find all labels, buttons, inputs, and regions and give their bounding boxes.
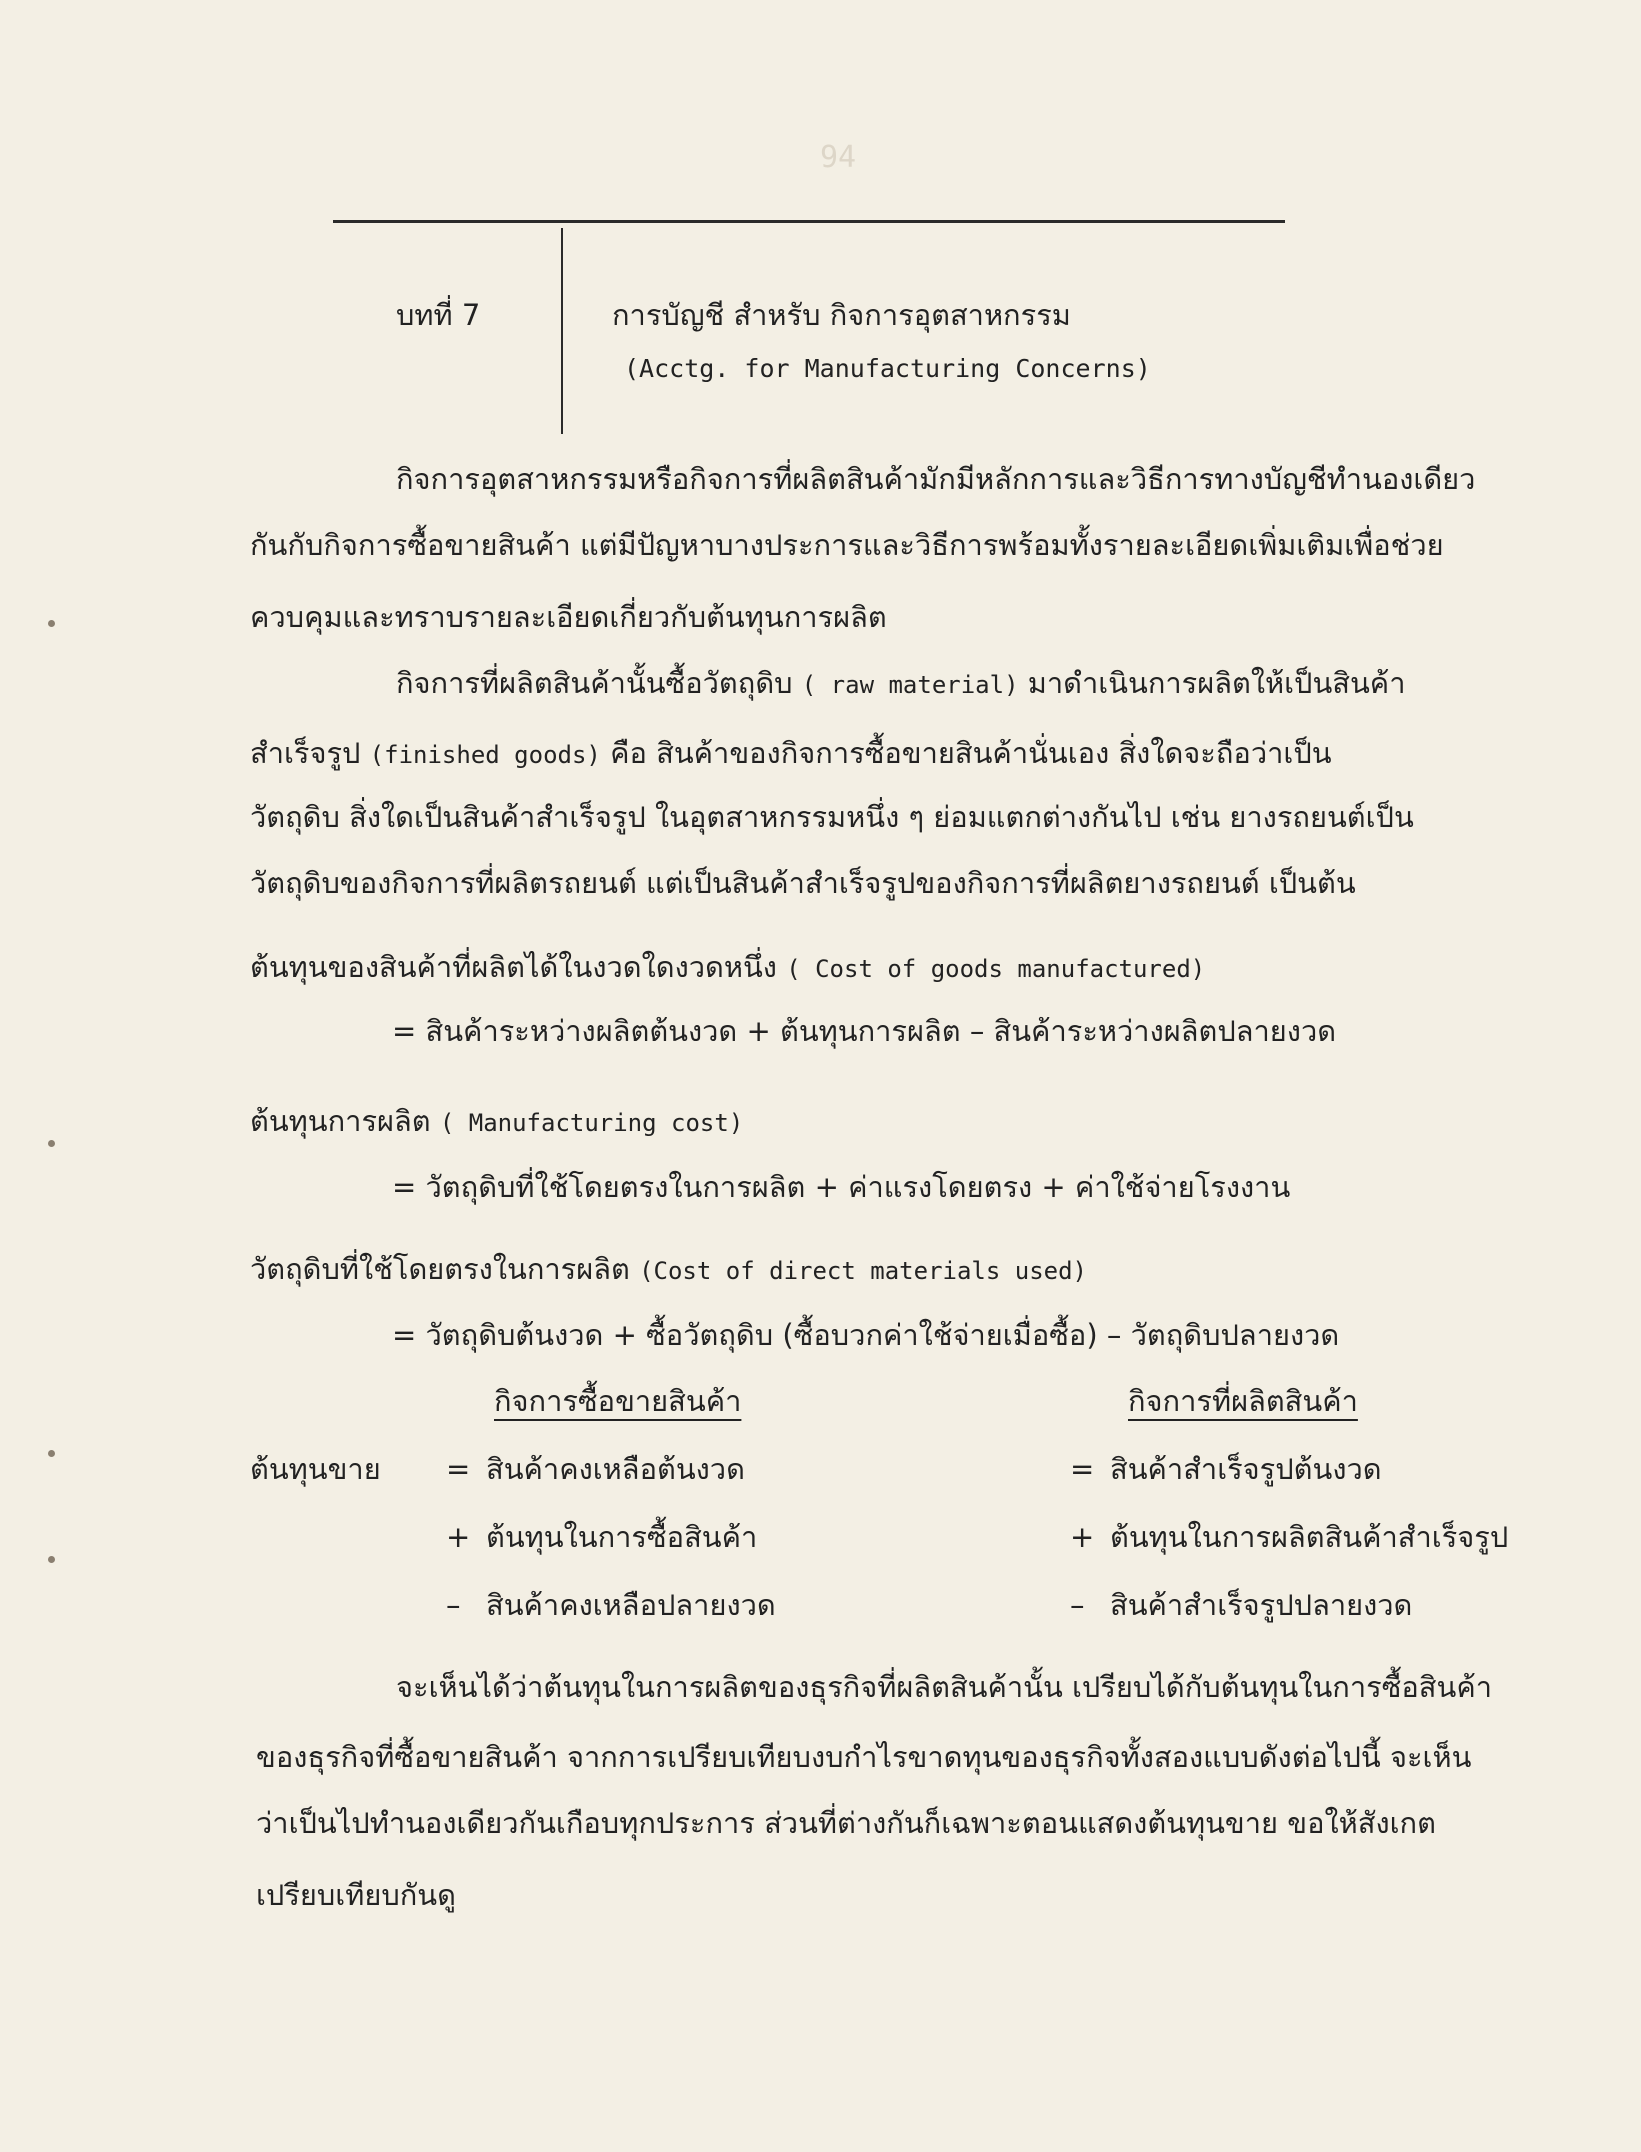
definition-term	[250, 944, 1205, 990]
binder-mark	[48, 1140, 55, 1147]
definition-term	[250, 1098, 743, 1144]
operator: –	[446, 1588, 461, 1622]
operator: +	[446, 1520, 471, 1554]
binder-mark	[48, 1450, 55, 1457]
definition-formula: = วัตถุดิบที่ใช้โดยตรงในการผลิต + ค่าแรงโดยตรง + ค่าใช้จ่ายโรงงาน	[392, 1170, 1291, 1204]
definition-term-english: (Cost of direct materials used)	[639, 1257, 1088, 1285]
page-number: 94	[820, 140, 857, 175]
paragraph-text: คือ สินค้าของกิจการซื้อขายสินค้านั่นเอง สิ่งใดจะถือว่าเป็น	[610, 736, 1332, 770]
cost-of-sales-label: ต้นทุนขาย	[250, 1452, 381, 1486]
english-term: (finished goods)	[369, 741, 601, 769]
operator: =	[446, 1452, 471, 1486]
paragraph-text: มาดำเนินการผลิตให้เป็นสินค้า	[1027, 666, 1406, 700]
definition-term-english: ( Manufacturing cost)	[439, 1109, 744, 1137]
english-term: ( raw material)	[801, 671, 1019, 699]
merch-row	[446, 1446, 745, 1492]
definition-term-thai: ต้นทุนของสินค้าที่ผลิตได้ในงวดใดงวดหนึ่ง	[250, 950, 777, 984]
definition-term	[250, 1246, 1087, 1292]
paragraph-line: ควบคุมและทราบรายละเอียดเกี่ยวกับต้นทุนการผลิต	[250, 600, 887, 634]
header-divider	[561, 228, 563, 434]
manufacturing-header: กิจการที่ผลิตสินค้า	[1128, 1384, 1358, 1418]
paragraph-line: วัตถุดิบ สิ่งใดเป็นสินค้าสำเร็จรูป ในอุตสาหกรรมหนึ่ง ๆ ย่อมแตกต่างกันไป เช่น ยางรถยนต์เป็น	[250, 800, 1414, 834]
header-rule	[333, 220, 1285, 223]
paragraph-line: จะเห็นได้ว่าต้นทุนในการผลิตของธุรกิจที่ผลิตสินค้านั้น เปรียบได้กับต้นทุนในการซื้อสินค้า	[396, 1670, 1493, 1704]
operator: +	[1070, 1520, 1095, 1554]
paragraph-line	[250, 730, 1332, 776]
paragraph-line: กิจการอุตสาหกรรมหรือกิจการที่ผลิตสินค้ามักมีหลักการและวิธีการทางบัญชีทำนองเดียว	[396, 462, 1476, 496]
paragraph-text: สำเร็จรูป	[250, 736, 361, 770]
binder-mark	[48, 620, 55, 627]
paragraph-line: ว่าเป็นไปทำนองเดียวกันเกือบทุกประการ ส่วนที่ต่างกันก็เฉพาะตอนแสดงต้นทุนขาย ขอให้สังเกต	[256, 1806, 1436, 1840]
merch-item: สินค้าคงเหลือปลายงวด	[486, 1588, 776, 1622]
chapter-label: บทที่ 7	[396, 298, 481, 332]
definition-term-thai: วัตถุดิบที่ใช้โดยตรงในการผลิต	[250, 1252, 630, 1286]
binder-mark	[48, 1556, 55, 1563]
definition-formula: = วัตถุดิบต้นงวด + ซื้อวัตถุดิบ (ซื้อบวกค่าใช้จ่ายเมื่อซื้อ) – วัตถุดิบปลายงวด	[392, 1318, 1340, 1352]
paragraph-line: กันกับกิจการซื้อขายสินค้า แต่มีปัญหาบางประการและวิธีการพร้อมทั้งรายละเอียดเพิ่มเติมเพื่อช่วย	[250, 528, 1444, 562]
merchandising-header: กิจการซื้อขายสินค้า	[494, 1384, 742, 1418]
definition-term-thai: ต้นทุนการผลิต	[250, 1104, 431, 1138]
merch-row	[446, 1582, 776, 1628]
mfg-row	[1070, 1582, 1412, 1628]
chapter-subtitle: (Acctg. for Manufacturing Concerns)	[624, 354, 1151, 383]
paragraph-text: กิจการที่ผลิตสินค้านั้นซื้อวัตถุดิบ	[396, 666, 793, 700]
merch-item: สินค้าคงเหลือต้นงวด	[486, 1452, 745, 1486]
merch-row	[446, 1514, 757, 1560]
mfg-row	[1070, 1514, 1508, 1560]
definition-term-english: ( Cost of goods manufactured)	[786, 955, 1206, 983]
chapter-title: การบัญชี สำหรับ กิจการอุตสาหกรรม	[612, 298, 1071, 332]
paragraph-line: ของธุรกิจที่ซื้อขายสินค้า จากการเปรียบเทียบงบกำไรขาดทุนของธุรกิจทั้งสองแบบดังต่อไปนี้ จะเห็น	[256, 1740, 1472, 1774]
definition-formula: = สินค้าระหว่างผลิตต้นงวด + ต้นทุนการผลิต – สินค้าระหว่างผลิตปลายงวด	[392, 1014, 1337, 1048]
operator: –	[1070, 1588, 1085, 1622]
mfg-item: ต้นทุนในการผลิตสินค้าสำเร็จรูป	[1110, 1520, 1509, 1554]
mfg-item: สินค้าสำเร็จรูปปลายงวด	[1110, 1588, 1413, 1622]
paragraph-line: เปรียบเทียบกันดู	[256, 1878, 456, 1912]
mfg-item: สินค้าสำเร็จรูปต้นงวด	[1110, 1452, 1382, 1486]
paragraph-line: วัตถุดิบของกิจการที่ผลิตรถยนต์ แต่เป็นสินค้าสำเร็จรูปของกิจการที่ผลิตยางรถยนต์ เป็นต้น	[250, 866, 1356, 900]
paragraph-line	[396, 660, 1405, 706]
operator: =	[1070, 1452, 1095, 1486]
mfg-row	[1070, 1446, 1382, 1492]
merch-item: ต้นทุนในการซื้อสินค้า	[486, 1520, 758, 1554]
